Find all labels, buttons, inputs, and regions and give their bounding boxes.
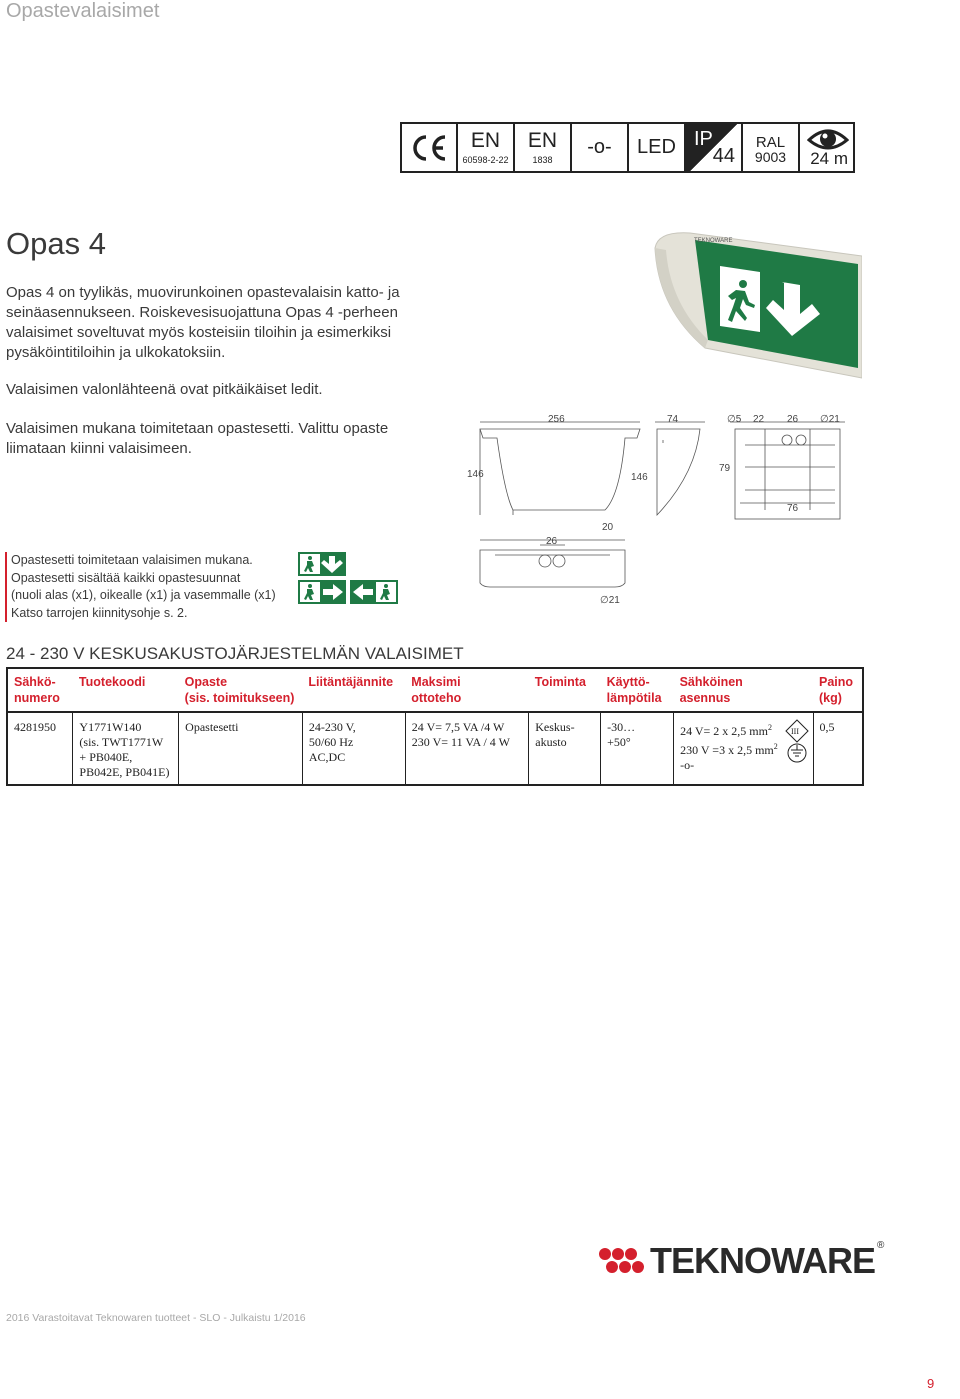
light-source-text: Valaisimen valonlähteenä ovat pitkäikäiset ledit. [6, 381, 323, 398]
col-header-sahkoinen-asennus: Sähköinen asennus [674, 668, 813, 712]
cert-en-1838 [513, 122, 570, 173]
col-header-opaste: Opaste (sis. toimitukseen) [179, 668, 303, 712]
ral-value: 9003 [754, 149, 787, 165]
sign-set-text: Valaisimen mukana toimitetaan opastesetti. Valittu opaste liimataan kiinni valaisimeen. [6, 420, 389, 457]
note-line: Opastesetti sisältää kaikki opastesuunnat [11, 570, 241, 585]
cell-paino: 0,5 [813, 712, 863, 785]
note-line: (nuoli alas (x1), oikealle (x1) ja vasemmalle (x1) [11, 588, 276, 602]
cell-toiminta: Keskus- akusto [529, 712, 601, 785]
cell-kayttolampotila: -30… +50° [601, 712, 674, 785]
elec-line-230v: 230 V =3 x 2,5 $mm^2$ [680, 742, 778, 757]
col-header-tuotekoodi: Tuotekoodi [73, 668, 179, 712]
dim-hole-small: ∅5 [727, 414, 742, 425]
teknoware-logo [598, 1240, 884, 1282]
product-photo [650, 228, 862, 388]
cert-ral-color [741, 122, 798, 173]
note-line: Opastesetti toimitetaan valaisimen mukana. [11, 553, 253, 567]
cert-en-label: EN [470, 129, 501, 152]
col-header-sahkonumero: Sähkö- numero [7, 668, 73, 712]
ral-label: RAL [755, 134, 786, 151]
cell-tuotekoodi: Y1771W140 (sis. TWT1771W + PB040E, PB042E, PB041E) [73, 712, 179, 785]
cert-maintained-mark: -o- [570, 122, 627, 173]
col-header-kayttolampotila: Käyttö- lämpötila [601, 668, 674, 712]
cert-ip-rating [684, 122, 741, 173]
col-header-liitantajannite: Liitäntäjännite [302, 668, 405, 712]
page-number: 9 [927, 1376, 935, 1391]
note-line: Katso tarrojen kiinnitysohje s. 2. [11, 605, 188, 620]
cert-en-number: 1838 [532, 155, 553, 165]
photo-brand-label: TEKNOWARE [694, 238, 733, 244]
col-header-toiminta: Toiminta [529, 668, 601, 712]
sign-set-note [5, 552, 276, 622]
ce-mark-icon [400, 122, 456, 173]
cell-opaste: Opastesetti [179, 712, 303, 785]
cell-sahkonumero: 4281950 [7, 712, 73, 785]
dim-hole-large: ∅21 [820, 414, 840, 425]
ip-value: 44 [712, 145, 735, 167]
ip-label: IP [694, 128, 713, 150]
cell-maksimi-ottoteho: 24 V= 7,5 VA /4 W 230 V= 11 VA / 4 W [405, 712, 528, 785]
col-header-maksimi-ottoteho: Maksimi ottoteho [405, 668, 528, 712]
spec-table [6, 667, 864, 786]
cell-sahkoinen-asennus [674, 712, 813, 785]
dim-79: 79 [719, 463, 731, 474]
product-title: Opas 4 [6, 226, 106, 261]
dim-depth: 74 [667, 414, 679, 425]
cert-en-60598 [456, 122, 513, 173]
elec-line-maintained: -o- [680, 758, 695, 772]
cert-led: LED [627, 122, 684, 173]
dim-20: 20 [602, 522, 614, 533]
protection-class-icons [785, 719, 809, 763]
table-header-row [7, 668, 863, 712]
dimension-drawings [465, 405, 865, 610]
product-description: Opas 4 on tyylikäs, muovirunkoinen opastevalaisin katto- ja seinäasennukseen. Roiskevesisuojattuna Opas 4 -perheen valaisimet soveltuvat myös kosteisiin tiloihin ja esimerkiksi pysäköintitiloihin ja ulkokatoksiin. [6, 284, 400, 361]
dim-26: 26 [787, 414, 799, 425]
dim-26-bottom: 26 [546, 536, 558, 547]
dim-width: 256 [548, 414, 565, 425]
viewing-distance-value: 24 m [810, 149, 848, 168]
dim-hole-bottom: ∅21 [600, 595, 620, 606]
section-title: 24 - 230 V KESKUSAKUSTOJÄRJESTELMÄN VALAISIMET [6, 644, 464, 663]
teknoware-logo-icon [598, 1245, 644, 1277]
cert-en-number: 60598-2-22 [462, 155, 509, 165]
dim-76: 76 [787, 503, 799, 514]
svg-text:III: III [790, 727, 799, 736]
dim-22: 22 [753, 414, 765, 425]
page-header-title: Opastevalaisimet [6, 0, 160, 22]
logo-wordmark: TEKNOWARE [650, 1240, 875, 1281]
exit-sign-icons [298, 552, 398, 606]
certification-strip [400, 122, 855, 173]
logo-registered-mark: ® [877, 1240, 885, 1251]
table-row [7, 712, 863, 785]
col-header-paino: Paino (kg) [813, 668, 863, 712]
elec-line-24v: 24 V= 2 x 2,5 $mm^2$ [680, 723, 772, 738]
footer-text: 2016 Varastoitavat Teknowaren tuotteet - SLO - Julkaistu 1/2016 [6, 1312, 306, 1324]
cell-liitantajannite: 24-230 V, 50/60 Hz AC,DC [302, 712, 405, 785]
cert-viewing-distance [798, 122, 855, 173]
cert-en-label: EN [527, 129, 558, 152]
dim-height-side: 146 [631, 472, 648, 483]
dim-height: 146 [467, 469, 484, 480]
